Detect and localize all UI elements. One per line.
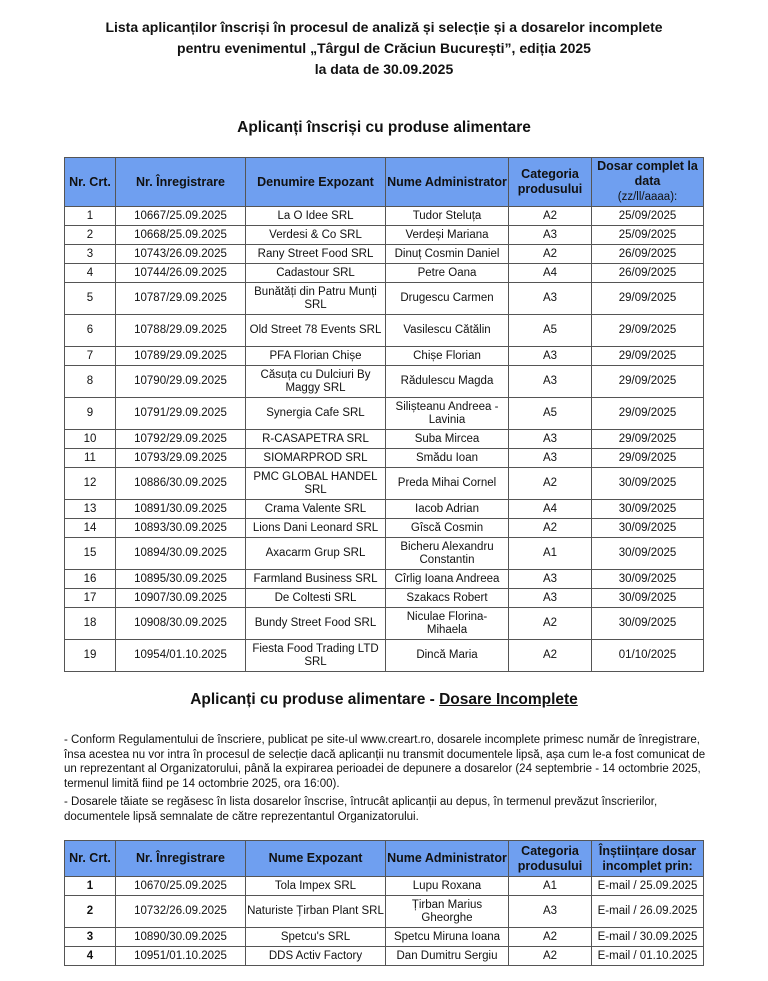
table-row <box>65 315 704 347</box>
cell-cat: A3 <box>509 347 592 366</box>
cell-cat: A3 <box>509 896 592 928</box>
cell-reg: 10788/29.09.2025 <box>116 315 246 347</box>
cell-admin: Suba Mircea <box>386 430 509 449</box>
cell-cat: A5 <box>509 398 592 430</box>
cell-data: 25/09/2025 <box>592 207 704 226</box>
cell-cat: A2 <box>509 207 592 226</box>
table-header-row <box>65 841 704 877</box>
cell-nr: 17 <box>65 589 116 608</box>
cell-cat: A2 <box>509 468 592 500</box>
cell-reg: 10954/01.10.2025 <box>116 640 246 672</box>
table-row <box>65 245 704 264</box>
cell-expozant: Axacarm Grup SRL <box>246 538 386 570</box>
cell-expozant: Fiesta Food Trading LTD SRL <box>246 640 386 672</box>
cell-expozant: Spetcu's SRL <box>246 928 386 947</box>
cell-reg: 10670/25.09.2025 <box>116 877 246 896</box>
cell-cat: A1 <box>509 538 592 570</box>
cell-data: 30/09/2025 <box>592 608 704 640</box>
title-line-3: la data de 30.09.2025 <box>314 61 454 77</box>
cell-nr: 16 <box>65 570 116 589</box>
cell-data: 26/09/2025 <box>592 264 704 283</box>
cell-expozant: Crama Valente SRL <box>246 500 386 519</box>
table-row <box>65 366 704 398</box>
cell-expozant: Bundy Street Food SRL <box>246 608 386 640</box>
col-header-registration: Nr. Înregistrare <box>116 158 246 207</box>
cell-nr: 1 <box>65 207 116 226</box>
title-line-2: pentru evenimentul „Târgul de Crăciun București”, ediția 2025 <box>177 40 591 56</box>
cell-admin: Verdeși Mariana <box>386 226 509 245</box>
cell-nr: 19 <box>65 640 116 672</box>
cell-expozant: Farmland Business SRL <box>246 570 386 589</box>
table-row <box>65 608 704 640</box>
cell-reg: 10895/30.09.2025 <box>116 570 246 589</box>
cell-nr: 15 <box>65 538 116 570</box>
cell-admin: Chișe Florian <box>386 347 509 366</box>
cell-admin: Smădu Ioan <box>386 449 509 468</box>
incomplete-applications-table <box>64 840 704 966</box>
cell-reg: 10790/29.09.2025 <box>116 366 246 398</box>
cell-admin: Rădulescu Magda <box>386 366 509 398</box>
cell-expozant: Verdesi & Co SRL <box>246 226 386 245</box>
cell-admin: Tudor Steluța <box>386 207 509 226</box>
cell-expozant: DDS Activ Factory <box>246 947 386 966</box>
col-header-complete-date <box>592 158 704 207</box>
cell-data: 26/09/2025 <box>592 245 704 264</box>
cell-cat: A4 <box>509 264 592 283</box>
cell-reg: 10667/25.09.2025 <box>116 207 246 226</box>
cell-data: 30/09/2025 <box>592 519 704 538</box>
cell-data: 30/09/2025 <box>592 500 704 519</box>
cell-reg: 10787/29.09.2025 <box>116 283 246 315</box>
cell-data: 25/09/2025 <box>592 226 704 245</box>
section1-title: Aplicanți înscriși cu produse alimentare <box>237 119 531 136</box>
note-paragraph-1: - Conform Regulamentului de înscriere, publicat pe site-ul www.creart.ro, dosarele incomplete primesc număr de înregistrare, însa acestea nu vor intra în procesul de selecție dacă aplicanții nu transmit documentele lipsă, așa cum le-a fost comunicat de un reprezentant al Organizatorului, până la expirarea perioadei de depunere a dosarelor (24 septembrie - 14 octombrie 2025, termenul limită fiind pe 14 octombrie 2025, ora 16:00). <box>64 734 706 790</box>
cell-nr: 14 <box>65 519 116 538</box>
cell-reg: 10894/30.09.2025 <box>116 538 246 570</box>
cell-nr: 13 <box>65 500 116 519</box>
table-row <box>65 500 704 519</box>
cell-nr: 3 <box>65 928 116 947</box>
cell-cat: A3 <box>509 449 592 468</box>
cell-nr: 7 <box>65 347 116 366</box>
table-header-row <box>65 158 704 207</box>
cell-cat: A3 <box>509 430 592 449</box>
cell-nr: 18 <box>65 608 116 640</box>
col-header-complete-date-label: Dosar complet la data <box>597 159 698 188</box>
cell-data: 29/09/2025 <box>592 449 704 468</box>
cell-nr: 4 <box>65 947 116 966</box>
col-header-administrator: Nume Administrator <box>386 158 509 207</box>
cell-admin: Dinuț Cosmin Daniel <box>386 245 509 264</box>
cell-admin: Drugescu Carmen <box>386 283 509 315</box>
cell-expozant: Cadastour SRL <box>246 264 386 283</box>
cell-reg: 10893/30.09.2025 <box>116 519 246 538</box>
cell-nr: 1 <box>65 877 116 896</box>
col-header-category: Categoria produsului <box>509 158 592 207</box>
section2-title <box>0 691 768 709</box>
cell-admin: Niculae Florina-Mihaela <box>386 608 509 640</box>
cell-nr: 8 <box>65 366 116 398</box>
cell-notif: E-mail / 26.09.2025 <box>592 896 704 928</box>
table-row <box>65 468 704 500</box>
cell-reg: 10744/26.09.2025 <box>116 264 246 283</box>
cell-nr: 3 <box>65 245 116 264</box>
cell-expozant: Rany Street Food SRL <box>246 245 386 264</box>
cell-cat: A2 <box>509 608 592 640</box>
document-title <box>0 17 768 80</box>
table-row <box>65 538 704 570</box>
cell-expozant: La O Idee SRL <box>246 207 386 226</box>
cell-cat: A3 <box>509 283 592 315</box>
table-row <box>65 589 704 608</box>
col-header-exhibitor: Denumire Expozant <box>246 158 386 207</box>
cell-expozant: R-CASAPETRA SRL <box>246 430 386 449</box>
cell-reg: 10791/29.09.2025 <box>116 398 246 430</box>
cell-expozant: SIOMARPROD SRL <box>246 449 386 468</box>
table-row <box>65 264 704 283</box>
table-row <box>65 347 704 366</box>
cell-nr: 4 <box>65 264 116 283</box>
cell-expozant: Lions Dani Leonard SRL <box>246 519 386 538</box>
cell-reg: 10793/29.09.2025 <box>116 449 246 468</box>
cell-notif: E-mail / 25.09.2025 <box>592 877 704 896</box>
cell-data: 29/09/2025 <box>592 347 704 366</box>
cell-cat: A3 <box>509 366 592 398</box>
cell-admin: Gîscă Cosmin <box>386 519 509 538</box>
cell-nr: 11 <box>65 449 116 468</box>
cell-admin: Dincă Maria <box>386 640 509 672</box>
cell-expozant: De Coltesti SRL <box>246 589 386 608</box>
cell-cat: A1 <box>509 877 592 896</box>
table-row <box>65 928 704 947</box>
cell-expozant: Old Street 78 Events SRL <box>246 315 386 347</box>
cell-reg: 10743/26.09.2025 <box>116 245 246 264</box>
table-row <box>65 226 704 245</box>
cell-admin: Cîrlig Ioana Andreea <box>386 570 509 589</box>
col-header-registration: Nr. Înregistrare <box>116 841 246 877</box>
cell-expozant: Naturiste Țirban Plant SRL <box>246 896 386 928</box>
cell-expozant: PFA Florian Chișe <box>246 347 386 366</box>
col-header-notification: Înștiințare dosar incomplet prin: <box>592 841 704 877</box>
cell-reg: 10907/30.09.2025 <box>116 589 246 608</box>
cell-cat: A2 <box>509 928 592 947</box>
table-row <box>65 519 704 538</box>
cell-admin: Vasilescu Cătălin <box>386 315 509 347</box>
registered-applicants-table <box>64 157 704 672</box>
col-header-administrator: Nume Administrator <box>386 841 509 877</box>
col-header-nr: Nr. Crt. <box>65 841 116 877</box>
cell-admin: Szakacs Robert <box>386 589 509 608</box>
cell-reg: 10789/29.09.2025 <box>116 347 246 366</box>
cell-reg: 10890/30.09.2025 <box>116 928 246 947</box>
cell-notif: E-mail / 01.10.2025 <box>592 947 704 966</box>
cell-reg: 10951/01.10.2025 <box>116 947 246 966</box>
table-row <box>65 877 704 896</box>
cell-cat: A2 <box>509 947 592 966</box>
cell-nr: 10 <box>65 430 116 449</box>
cell-nr: 2 <box>65 896 116 928</box>
cell-reg: 10732/26.09.2025 <box>116 896 246 928</box>
cell-nr: 12 <box>65 468 116 500</box>
col-header-exhibitor: Nume Expozant <box>246 841 386 877</box>
cell-nr: 9 <box>65 398 116 430</box>
table-row <box>65 283 704 315</box>
table-row <box>65 570 704 589</box>
table-row <box>65 398 704 430</box>
cell-data: 30/09/2025 <box>592 538 704 570</box>
cell-nr: 6 <box>65 315 116 347</box>
cell-reg: 10792/29.09.2025 <box>116 430 246 449</box>
table-row <box>65 449 704 468</box>
cell-reg: 10668/25.09.2025 <box>116 226 246 245</box>
cell-expozant: Bunătăți din Patru Munți SRL <box>246 283 386 315</box>
cell-data: 29/09/2025 <box>592 283 704 315</box>
cell-admin: Dan Dumitru Sergiu <box>386 947 509 966</box>
cell-expozant: Synergia Cafe SRL <box>246 398 386 430</box>
cell-admin: Silișteanu Andreea - Lavinia <box>386 398 509 430</box>
cell-reg: 10886/30.09.2025 <box>116 468 246 500</box>
section2-title-prefix: Aplicanți cu produse alimentare - <box>190 691 440 708</box>
cell-data: 29/09/2025 <box>592 366 704 398</box>
cell-admin: Petre Oana <box>386 264 509 283</box>
cell-cat: A3 <box>509 570 592 589</box>
cell-cat: A5 <box>509 315 592 347</box>
cell-data: 30/09/2025 <box>592 468 704 500</box>
table-row <box>65 430 704 449</box>
cell-admin: Iacob Adrian <box>386 500 509 519</box>
cell-cat: A3 <box>509 589 592 608</box>
cell-admin: Preda Mihai Cornel <box>386 468 509 500</box>
col-header-category: Categoria produsului <box>509 841 592 877</box>
cell-data: 30/09/2025 <box>592 589 704 608</box>
cell-data: 30/09/2025 <box>592 570 704 589</box>
cell-notif: E-mail / 30.09.2025 <box>592 928 704 947</box>
cell-admin: Țirban Marius Gheorghe <box>386 896 509 928</box>
note-paragraph-2: - Dosarele tăiate se regăsesc în lista dosarelor înscrise, întrucât aplicanții au depus, în termenul prevăzut înscrierilor, documentele lipsă semnalate de către reprezentantul Organizatorului. <box>64 796 658 823</box>
cell-cat: A2 <box>509 519 592 538</box>
cell-admin: Spetcu Miruna Ioana <box>386 928 509 947</box>
cell-reg: 10891/30.09.2025 <box>116 500 246 519</box>
cell-expozant: Tola Impex SRL <box>246 877 386 896</box>
cell-cat: A2 <box>509 245 592 264</box>
title-line-1: Lista aplicanților înscriși în procesul de analiză și selecție și a dosarelor incomplete <box>105 19 663 35</box>
section2-title-underlined: Dosare Incomplete <box>439 691 578 708</box>
cell-admin: Bicheru Alexandru Constantin <box>386 538 509 570</box>
cell-data: 29/09/2025 <box>592 430 704 449</box>
table-row <box>65 896 704 928</box>
cell-admin: Lupu Roxana <box>386 877 509 896</box>
cell-cat: A2 <box>509 640 592 672</box>
cell-reg: 10908/30.09.2025 <box>116 608 246 640</box>
table-row <box>65 947 704 966</box>
col-header-date-format: (zz/ll/aaaa): <box>617 191 678 203</box>
cell-data: 29/09/2025 <box>592 315 704 347</box>
table-row <box>65 207 704 226</box>
cell-cat: A4 <box>509 500 592 519</box>
cell-expozant: PMC GLOBAL HANDEL SRL <box>246 468 386 500</box>
table-row <box>65 640 704 672</box>
col-header-nr: Nr. Crt. <box>65 158 116 207</box>
cell-data: 29/09/2025 <box>592 398 704 430</box>
cell-expozant: Căsuța cu Dulciuri By Maggy SRL <box>246 366 386 398</box>
cell-data: 01/10/2025 <box>592 640 704 672</box>
cell-cat: A3 <box>509 226 592 245</box>
cell-nr: 5 <box>65 283 116 315</box>
cell-nr: 2 <box>65 226 116 245</box>
notes-block <box>64 733 712 828</box>
